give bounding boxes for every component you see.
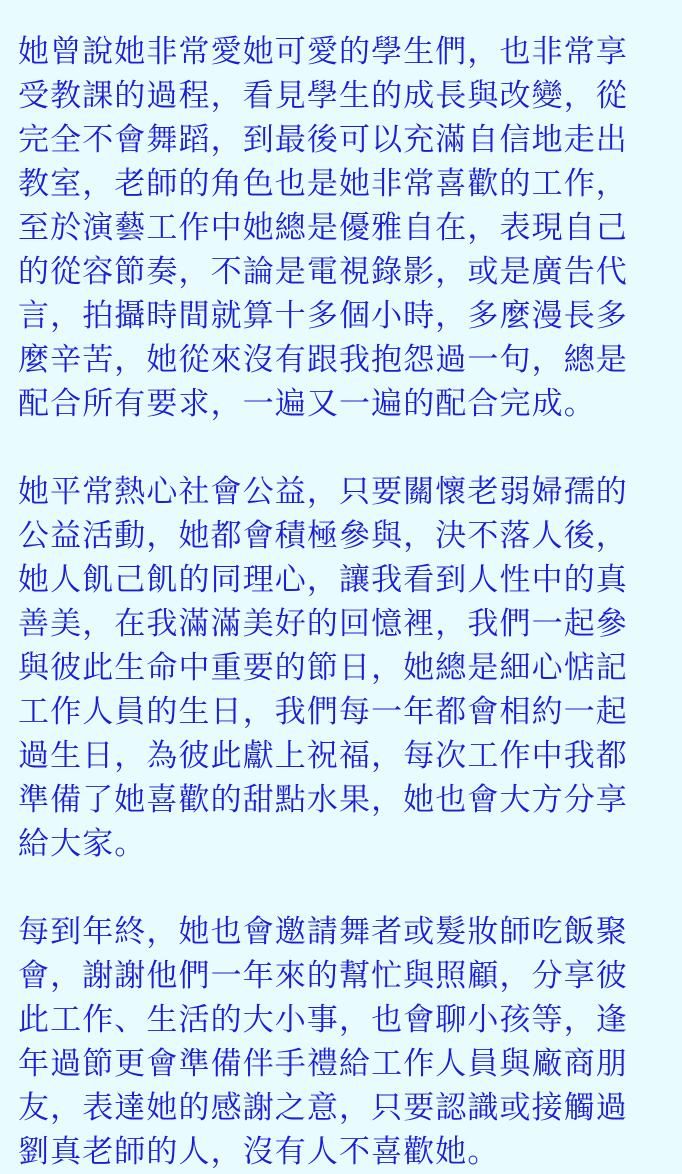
text-line: 每到年終，她也會邀請舞者或髮妝師吃飯聚 xyxy=(18,914,628,950)
text-line: 配合所有要求，一遍又一遍的配合完成。 xyxy=(18,386,596,422)
text-line: 友，表達她的感謝之意，只要認識或接觸過 xyxy=(18,1090,628,1126)
text-line: 劉真老師的人，沒有人不喜歡她。 xyxy=(18,1134,500,1170)
text-line: 她人飢己飢的同理心，讓我看到人性中的真 xyxy=(18,562,628,598)
text-line: 的從容節奏，不論是電視錄影，或是廣告代 xyxy=(18,254,628,290)
text-line: 與彼此生命中重要的節日，她總是細心惦記 xyxy=(18,650,628,686)
text-line: 麼辛苦，她從來沒有跟我抱怨過一句，總是 xyxy=(18,342,628,378)
text-line: 公益活動，她都會積極參與，決不落人後， xyxy=(18,518,628,554)
text-line: 此工作、生活的大小事，也會聊小孩等，逢 xyxy=(18,1002,628,1038)
paragraph-1 xyxy=(18,30,682,426)
text-line: 準備了她喜歡的甜點水果，她也會大方分享 xyxy=(18,782,628,818)
paragraph-2 xyxy=(18,470,682,866)
text-line: 她平常熱心社會公益，只要關懷老弱婦孺的 xyxy=(18,474,628,510)
text-line: 受教課的過程，看見學生的成長與改變，從 xyxy=(18,78,628,114)
text-line: 給大家。 xyxy=(18,826,147,862)
text-line: 至於演藝工作中她總是優雅自在，表現自己 xyxy=(18,210,628,246)
text-line: 善美，在我滿滿美好的回憶裡，我們一起參 xyxy=(18,606,628,642)
text-line: 會，謝謝他們一年來的幫忙與照顧，分享彼 xyxy=(18,958,628,994)
text-line: 過生日，為彼此獻上祝福，每次工作中我都 xyxy=(18,738,628,774)
text-line: 工作人員的生日，我們每一年都會相約一起 xyxy=(18,694,628,730)
text-line: 教室，老師的角色也是她非常喜歡的工作， xyxy=(18,166,628,202)
paragraph-3 xyxy=(18,910,682,1174)
text-line: 完全不會舞蹈，到最後可以充滿自信地走出 xyxy=(18,122,628,158)
text-line: 她曾說她非常愛她可愛的學生們，也非常享 xyxy=(18,34,628,70)
text-line: 年過節更會準備伴手禮給工作人員與廠商朋 xyxy=(18,1046,628,1082)
text-line: 言，拍攝時間就算十多個小時，多麼漫長多 xyxy=(18,298,628,334)
